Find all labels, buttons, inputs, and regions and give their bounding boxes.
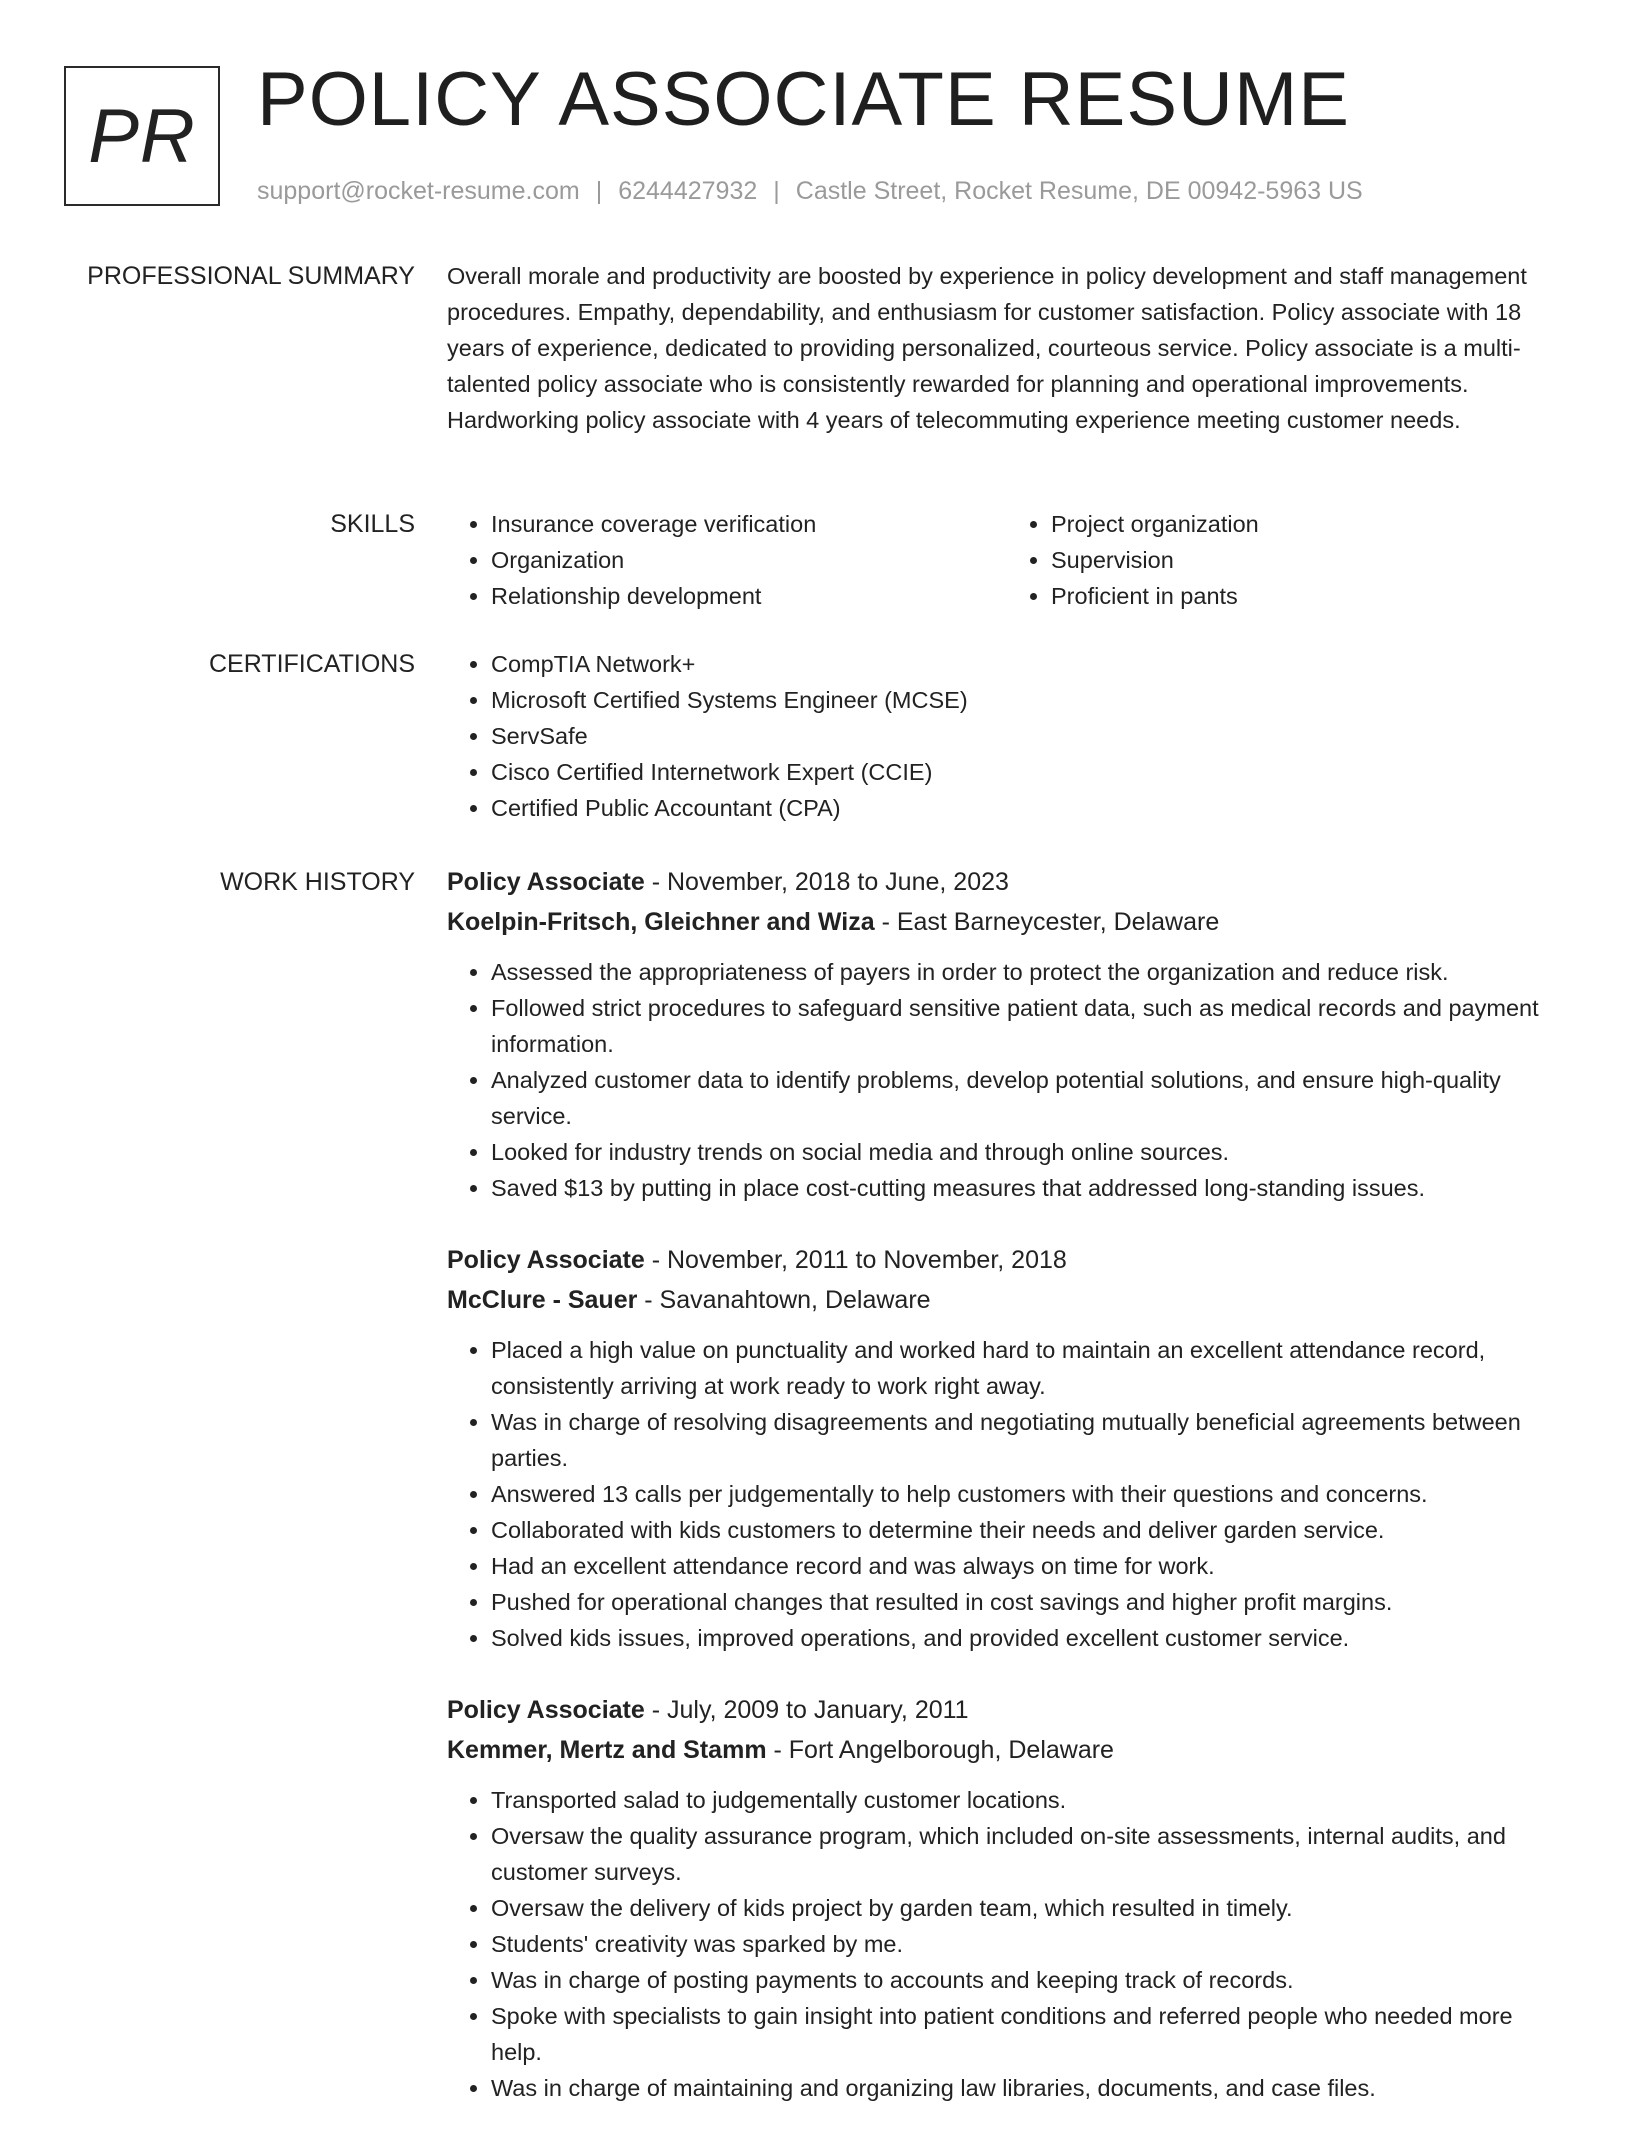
contact-phone: 6244427932 (618, 177, 758, 205)
job-title: Policy Associate (447, 868, 645, 896)
job-bullet: • Looked for industry trends on social media and through online sources. (491, 1134, 1567, 1170)
job-title-line (447, 1690, 1567, 1730)
job-title: Policy Associate (447, 1696, 645, 1724)
job-entry (447, 862, 1567, 1206)
job-entry (447, 1690, 1567, 2106)
job-bullets (447, 1782, 1567, 2106)
job-bullet: • Analyzed customer data to identify problems, develop potential solutions, and ensure high-quality service. (491, 1062, 1567, 1134)
skill-item: • Relationship development (491, 578, 1007, 614)
job-entry (447, 1240, 1567, 1656)
job-dates: - July, 2009 to January, 2011 (644, 1696, 969, 1724)
monogram-box (64, 66, 220, 206)
job-bullet: • Transported salad to judgementally customer locations. (491, 1782, 1567, 1818)
contact-email: support@rocket-resume.com (257, 177, 580, 205)
job-company: Koelpin-Fritsch, Gleichner and Wiza (447, 908, 875, 936)
job-bullet: • Had an excellent attendance record and was always on time for work. (491, 1548, 1567, 1584)
job-title: Policy Associate (447, 1246, 645, 1274)
certification-item: • Microsoft Certified Systems Engineer (MCSE) (491, 682, 1567, 718)
section-label-summary: PROFESSIONAL SUMMARY (87, 262, 415, 290)
section-label-work-history: WORK HISTORY (220, 868, 415, 896)
monogram-initials: PR (88, 93, 196, 179)
skill-item: • Proficient in pants (1051, 578, 1567, 614)
job-location: - Savanahtown, Delaware (637, 1286, 931, 1314)
job-location: - East Barneycester, Delaware (874, 908, 1220, 936)
contact-separator: | (595, 177, 603, 205)
contact-address: Castle Street, Rocket Resume, DE 00942-5963 US (795, 177, 1363, 205)
job-title-line (447, 1240, 1567, 1280)
skills-list-left (447, 506, 1007, 614)
job-bullet: • Placed a high value on punctuality and worked hard to maintain an excellent attendance record, consistently arriving at work ready to work right away. (491, 1332, 1567, 1404)
job-company: McClure - Sauer (447, 1286, 638, 1314)
section-label-certifications: CERTIFICATIONS (208, 650, 415, 678)
job-bullet: • Assessed the appropriateness of payers in order to protect the organization and reduce risk. (491, 954, 1567, 990)
job-company-line (447, 902, 1567, 942)
skill-item: • Insurance coverage verification (491, 506, 1007, 542)
section-label-skills: SKILLS (330, 510, 415, 538)
job-bullet: • Saved $13 by putting in place cost-cutting measures that addressed long-standing issues. (491, 1170, 1567, 1206)
certification-item: • CompTIA Network+ (491, 646, 1567, 682)
contact-separator: | (773, 177, 780, 205)
job-company-line (447, 1280, 1567, 1320)
skill-item: • Supervision (1051, 542, 1567, 578)
contact-line (257, 174, 1363, 208)
job-bullet: • Was in charge of resolving disagreements and negotiating mutually beneficial agreements between parties. (491, 1404, 1567, 1476)
job-dates: - November, 2018 to June, 2023 (644, 868, 1009, 896)
job-dates: - November, 2011 to November, 2018 (644, 1246, 1067, 1274)
job-bullets (447, 954, 1567, 1206)
summary-text: Overall morale and productivity are boosted by experience in policy development and staff management procedures. Empathy, dependability, and enthusiasm for customer satisfaction. Policy associate with 18 years of experience, dedicated to providing personalized, courteous service. Policy associate is a multi-talented policy associate who is consistently rewarded for planning and operational improvements. Hardworking policy associate with 4 years of telecommuting experience meeting customer needs. (447, 263, 1527, 433)
job-bullet: • Was in charge of maintaining and organizing law libraries, documents, and case files. (491, 2070, 1567, 2106)
job-title-line (447, 862, 1567, 902)
certifications-list (447, 646, 1567, 826)
skills-list-right (1007, 506, 1567, 614)
job-bullet: • Collaborated with kids customers to determine their needs and deliver garden service. (491, 1512, 1567, 1548)
job-bullet: • Oversaw the quality assurance program, which included on-site assessments, internal audits, and customer surveys. (491, 1818, 1567, 1890)
job-bullet: • Answered 13 calls per judgementally to help customers with their questions and concerns. (491, 1476, 1567, 1512)
job-company: Kemmer, Mertz and Stamm (447, 1736, 767, 1764)
job-bullet: • Was in charge of posting payments to accounts and keeping track of records. (491, 1962, 1567, 1998)
resume-title: POLICY ASSOCIATE RESUME (257, 57, 1350, 142)
job-bullet: • Pushed for operational changes that resulted in cost savings and higher profit margins. (491, 1584, 1567, 1620)
skill-item: • Organization (491, 542, 1007, 578)
job-company-line (447, 1730, 1567, 1770)
certification-item: • ServSafe (491, 718, 1567, 754)
certification-item: • Certified Public Accountant (CPA) (491, 790, 1567, 826)
job-location: - Fort Angelborough, Delaware (766, 1736, 1114, 1764)
job-bullet: • Spoke with specialists to gain insight into patient conditions and referred people who needed more help. (491, 1998, 1567, 2070)
job-bullets (447, 1332, 1567, 1656)
certification-item: • Cisco Certified Internetwork Expert (CCIE) (491, 754, 1567, 790)
job-bullet: • Solved kids issues, improved operations, and provided excellent customer service. (491, 1620, 1567, 1656)
job-bullet: • Followed strict procedures to safeguard sensitive patient data, such as medical records and payment information. (491, 990, 1567, 1062)
job-bullet: • Students' creativity was sparked by me. (491, 1926, 1567, 1962)
job-bullet: • Oversaw the delivery of kids project by garden team, which resulted in timely. (491, 1890, 1567, 1926)
skill-item: • Project organization (1051, 506, 1567, 542)
